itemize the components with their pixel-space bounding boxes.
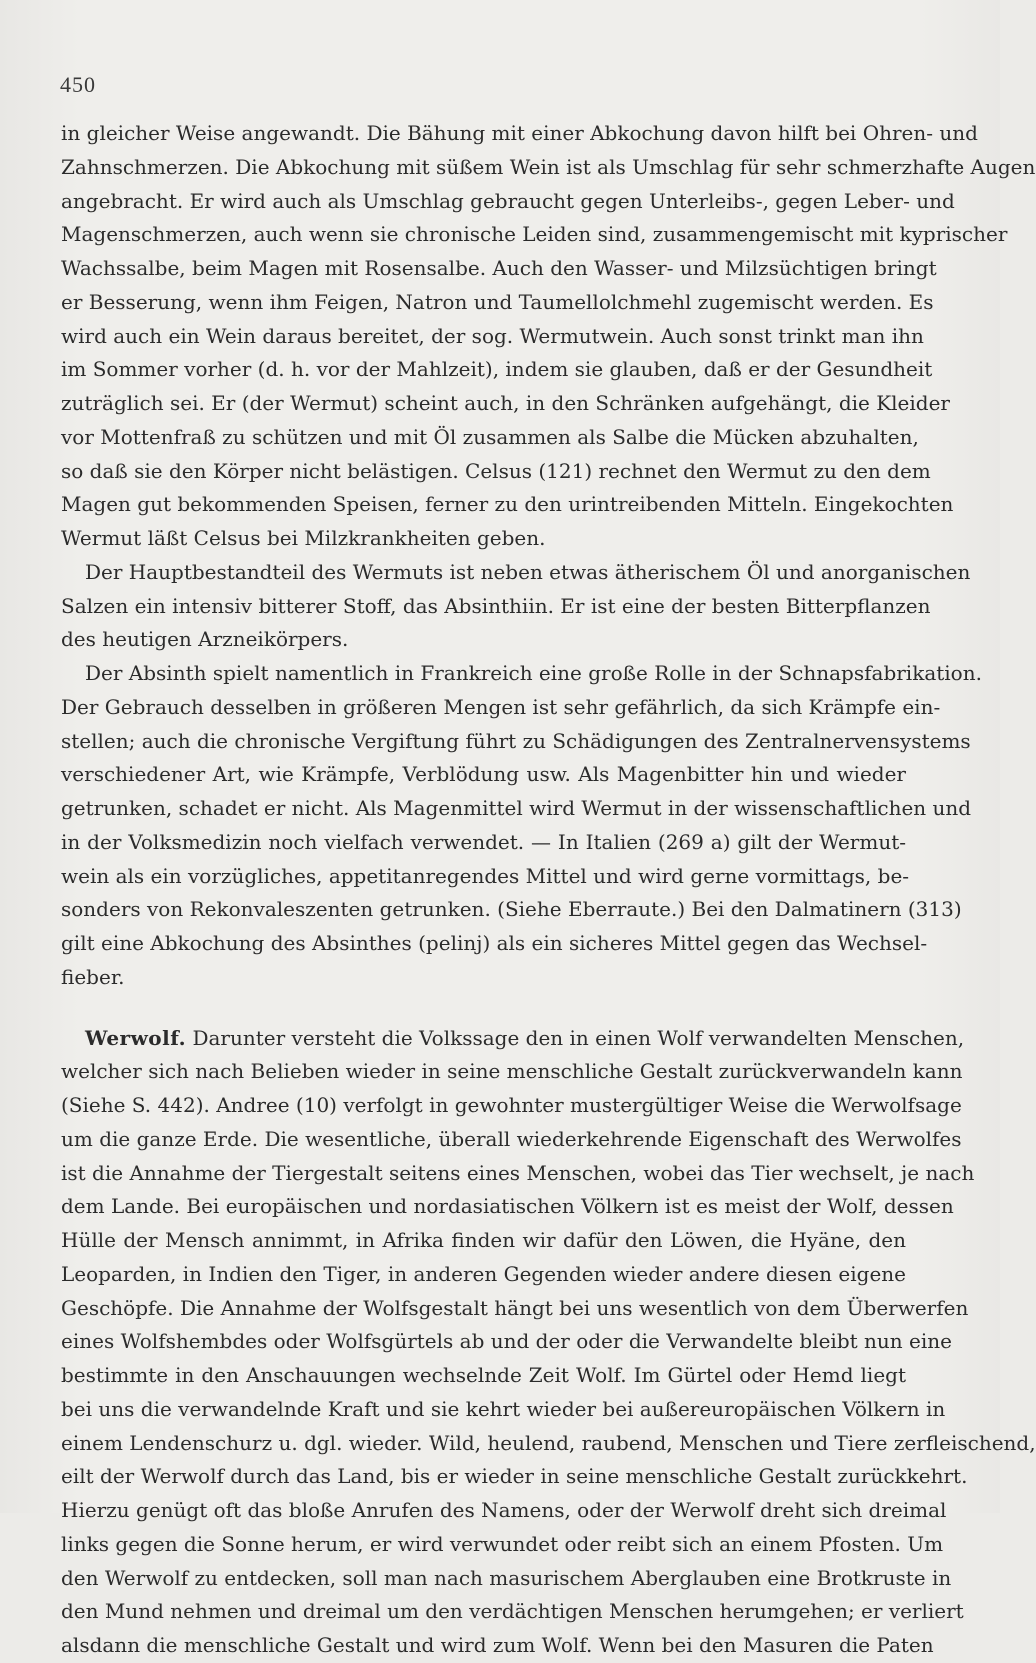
text-line: Leoparden, in Indien den Tiger, in anderen Gegenden wieder andere diesen eigene xyxy=(61,1261,906,1286)
text-line: Der Hauptbestandteil des Wermuts ist neben etwas ätherischem Öl und anorganischen xyxy=(85,559,971,584)
entry-headword: Werwolf. xyxy=(85,1025,187,1050)
text-line: gilt eine Abkochung des Absinthes (pelinj) als ein sicheres Mittel gegen das Wechsel- xyxy=(61,931,928,955)
text-line: getrunken, schadet er nicht. Als Magenmittel wird Wermut in der wissenschaftlichen und xyxy=(61,796,972,820)
text-line: im Sommer vorher (d. h. vor der Mahlzeit), indem sie glauben, daß er der Gesundheit xyxy=(61,357,933,382)
text-line: stellen; auch die chronische Vergiftung führt zu Schädigungen des Zentralnervensystems xyxy=(61,728,971,753)
text-line: den Werwolf zu entdecken, soll man nach masurischem Aberglauben eine Brotkruste in xyxy=(61,1565,952,1590)
text-line: des heutigen Arzneikörpers. xyxy=(61,627,349,652)
text-line: er Besserung, wenn ihm Feigen, Natron und Taumellolchmehl zugemischt werden. Es xyxy=(61,289,934,314)
text-line: Der Gebrauch desselben in größeren Mengen ist sehr gefährlich, da sich Krämpfe ein- xyxy=(61,694,941,719)
text-line: Magen gut bekommenden Speisen, ferner zu den urintreibenden Mitteln. Eingekochten xyxy=(61,492,954,517)
text-line: Der Absinth spielt namentlich in Frankreich eine große Rolle in der Schnapsfabrikation. xyxy=(85,661,982,685)
text-line: verschiedener Art, wie Krämpfe, Verblödung usw. Als Magenbitter hin und wieder xyxy=(61,762,906,787)
text-line: wird auch ein Wein daraus bereitet, der sog. Wermutwein. Auch sonst trinkt man ihn xyxy=(61,323,924,348)
text-line: so daß sie den Körper nicht belästigen. Celsus (121) rechnet den Wermut zu den dem xyxy=(61,458,931,483)
entry-first-line-text: Darunter versteht die Volkssage den in einen Wolf verwandelten Menschen, xyxy=(192,1025,965,1050)
text-body xyxy=(61,117,1036,1663)
text-line: wein als ein vorzügliches, appetitanregendes Mittel und wird gerne vormittags, be- xyxy=(61,863,910,888)
text-line: Geschöpfe. Die Annahme der Wolfsgestalt hängt bei uns wesentlich von dem Überwerfen xyxy=(61,1295,969,1320)
section-gap xyxy=(61,995,906,1022)
text-line: Salzen ein intensiv bitterer Stoff, das Absinthiin. Er ist eine der besten Bitterpflanzen xyxy=(61,593,931,618)
text-line: links gegen die Sonne herum, er wird verwundet oder reibt sich an einem Pfosten. Um xyxy=(61,1531,944,1556)
text-line: vor Mottenfraß zu schützen und mit Öl zusammen als Salbe die Mücken abzuhalten, xyxy=(61,424,919,449)
text-line: bei uns die verwandelnde Kraft und sie kehrt wieder bei außereuropäischen Völkern in xyxy=(61,1396,946,1421)
text-line: Hierzu genügt oft das bloße Anrufen des Namens, oder der Werwolf dreht sich dreimal xyxy=(61,1498,947,1522)
text-line: einem Lendenschurz u. dgl. wieder. Wild, heulend, raubend, Menschen und Tiere zerfleischend, xyxy=(61,1430,1036,1455)
text-line: eines Wolfshembdes oder Wolfsgürtels ab und der oder die Verwandelte bleibt nun eine xyxy=(61,1329,952,1354)
text-line: bestimmte in den Anschauungen wechselnde Zeit Wolf. Im Gürtel oder Hemd liegt xyxy=(61,1363,906,1387)
text-line: Wachssalbe, beim Magen mit Rosensalbe. Auch den Wasser- und Milzsüchtigen bringt xyxy=(61,256,937,280)
text-line: ist die Annahme der Tiergestalt seitens eines Menschen, wobei das Tier wechselt, je nach xyxy=(61,1160,975,1185)
text-line: fieber. xyxy=(61,964,125,989)
text-line: (Siehe S. 442). Andree (10) verfolgt in gewohnter mustergültiger Weise die Werwolfsage xyxy=(61,1093,962,1117)
page-number: 450 xyxy=(60,72,96,97)
text-line: dem Lande. Bei europäischen und nordasiatischen Völkern ist es meist der Wolf, dessen xyxy=(61,1194,954,1219)
text-line: Magenschmerzen, auch wenn sie chronische Leiden sind, zusammengemischt mit kyprischer xyxy=(61,222,1008,247)
text-line: in der Volksmedizin noch vielfach verwendet. — In Italien (269 a) gilt der Wermut- xyxy=(61,829,906,854)
werwolf-first-line xyxy=(61,1022,965,1056)
text-line: Hülle der Mensch annimmt, in Afrika finden wir dafür den Löwen, die Hyäne, den xyxy=(61,1228,906,1252)
text-line: welcher sich nach Belieben wieder in seine menschliche Gestalt zurückverwandeln kann xyxy=(61,1059,963,1084)
text-line: angebracht. Er wird auch als Umschlag gebraucht gegen Unterleibs-, gegen Leber- und xyxy=(61,188,955,213)
text-line: Wermut läßt Celsus bei Milzkrankheiten geben. xyxy=(61,526,546,550)
text-line: den Mund nehmen und dreimal um den verdächtigen Menschen herumgehen; er verliert xyxy=(61,1599,964,1624)
text-line: zuträglich sei. Er (der Wermut) scheint auch, in den Schränken aufgehängt, die Kleider xyxy=(61,391,950,415)
text-line: eilt der Werwolf durch das Land, bis er wieder in seine menschliche Gestalt zurückkehrt. xyxy=(61,1464,968,1489)
text-line: Zahnschmerzen. Die Abkochung mit süßem Wein ist als Umschlag für sehr schmerzhafte Augen xyxy=(61,154,1036,179)
text-line: um die ganze Erde. Die wesentliche, überall wiederkehrende Eigenschaft des Werwolfes xyxy=(61,1126,962,1151)
text-line: in gleicher Weise angewandt. Die Bähung mit einer Abkochung davon hilft bei Ohren- und xyxy=(61,121,978,145)
text-line: alsdann die menschliche Gestalt und wird zum Wolf. Wenn bei den Masuren die Paten xyxy=(61,1633,934,1657)
text-line: sonders von Rekonvaleszenten getrunken. (Siehe Eberraute.) Bei den Dalmatinern (313) xyxy=(61,897,962,922)
